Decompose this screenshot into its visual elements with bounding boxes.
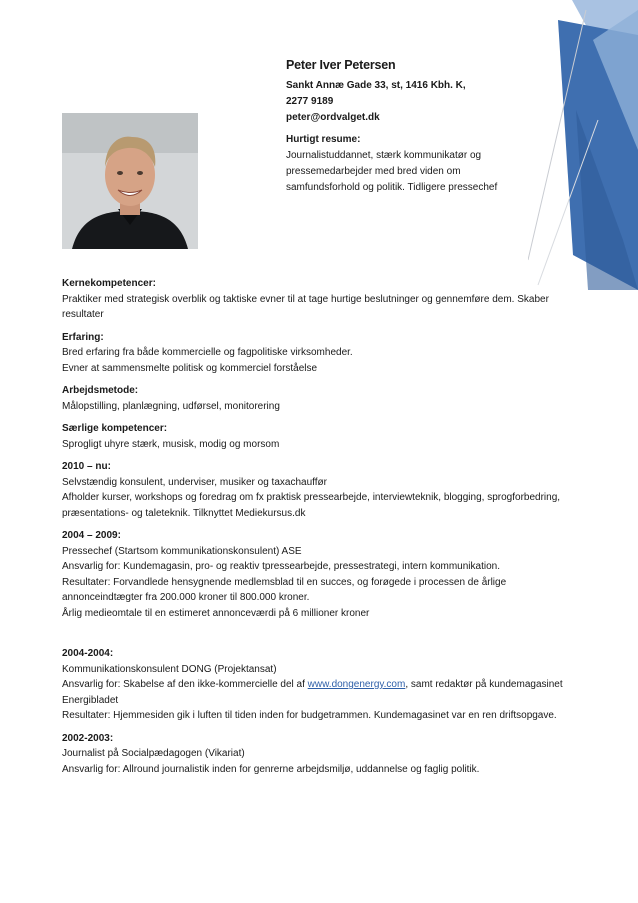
section-line: Pressechef (Startsom kommunikationskonsulent) ASE	[62, 545, 302, 557]
section-line: Ansvarlig for: Allround journalistik inden for genrerne arbejdsmiljø, uddannelse og faglig politik.	[62, 763, 480, 775]
resume-text: Journalistuddannet, stærk kommunikatør og pressemedarbejder med bred viden om samfundsforhold og politik. Tidligere pressechef	[286, 150, 498, 193]
address: Sankt Annæ Gade 33, st, 1416 Kbh. K,	[286, 80, 466, 91]
section-line: Praktiker med strategisk overblik og taktiske evner til at tage hurtige beslutninger og gennemføre dem. Skaber resultater	[62, 293, 549, 320]
section-line: Resultater: Hjemmesiden gik i luften til tiden inden for budgetrammen. Kundemagasinet var en ren driftsopgave.	[62, 710, 557, 721]
phone-number: 2277 9189	[286, 96, 334, 107]
section-arbejdsmetode	[62, 383, 582, 414]
contact-info	[286, 78, 536, 126]
section-title: 2004 – 2009:	[62, 530, 121, 541]
section-job-2004-2004	[62, 646, 582, 724]
line-text: , samt redaktør på kundemagasinet Energibladet	[62, 679, 563, 706]
section-saerlige-kompetencer	[62, 421, 582, 452]
section-title: 2010 – nu:	[62, 461, 111, 472]
person-name: Peter Iver Petersen	[286, 58, 396, 72]
cv-content	[62, 276, 582, 784]
section-title: 2002-2003:	[62, 732, 114, 744]
section-title: Erfaring:	[62, 331, 104, 343]
section-line: Resultater: Forvandlede hensygnende medlemsblad til en succes, og forøgede i processen de årlige annonceindtægter fra 200.000 kroner til 800.000 kroner.	[62, 576, 507, 603]
section-kernekompetencer	[62, 276, 582, 323]
section-line: Selvstændig konsulent, underviser, musiker og taxachauffør	[62, 476, 327, 488]
profile-photo	[62, 113, 198, 249]
corner-decoration	[528, 0, 638, 290]
section-job-2004-2009	[62, 528, 582, 621]
section-line: Sprogligt uhyre stærk, musisk, modig og morsom	[62, 438, 280, 450]
section-job-2002-2003	[62, 731, 582, 778]
section-line: Bred erfaring fra både kommercielle og fagpolitiske virksomheder.	[62, 347, 353, 358]
section-line: Årlig medieomtale til en estimeret annonceværdi på 6 millioner kroner	[62, 607, 370, 619]
spacer	[62, 628, 582, 646]
section-title: 2004-2004:	[62, 648, 114, 659]
dongenergy-link[interactable]: www.dongenergy.com	[307, 679, 406, 690]
email-address: peter@ordvalget.dk	[286, 112, 380, 123]
cv-header	[286, 58, 536, 196]
section-line: Målopstilling, planlægning, udførsel, monitorering	[62, 400, 280, 412]
section-title: Kernekompetencer:	[62, 278, 156, 289]
section-title: Særlige kompetencer:	[62, 423, 168, 434]
section-line: Journalist på Socialpædagogen (Vikariat)	[62, 748, 245, 759]
section-line: Ansvarlig for: Kundemagasin, pro- og reaktiv tpressearbejde, pressestrategi, intern kommunikation.	[62, 561, 500, 572]
section-job-2010	[62, 459, 582, 521]
section-erfaring	[62, 330, 582, 377]
section-title: Arbejdsmetode:	[62, 385, 139, 396]
section-line: Evner at sammensmelte politisk og kommerciel forståelse	[62, 362, 318, 374]
section-line: Kommunikationskonsulent DONG (Projektansat)	[62, 663, 277, 675]
resume-title: Hurtigt resume:	[286, 134, 361, 145]
section-line: Afholder kurser, workshops og foredrag om fx praktisk pressearbejde, interviewteknik, blogging, sprogforbedring, præsentations- og taleteknik. Tilknyttet Mediekursus.dk	[62, 492, 561, 519]
section-line	[62, 677, 582, 708]
line-text: Ansvarlig for: Skabelse af den ikke-kommercielle del af	[62, 679, 308, 690]
